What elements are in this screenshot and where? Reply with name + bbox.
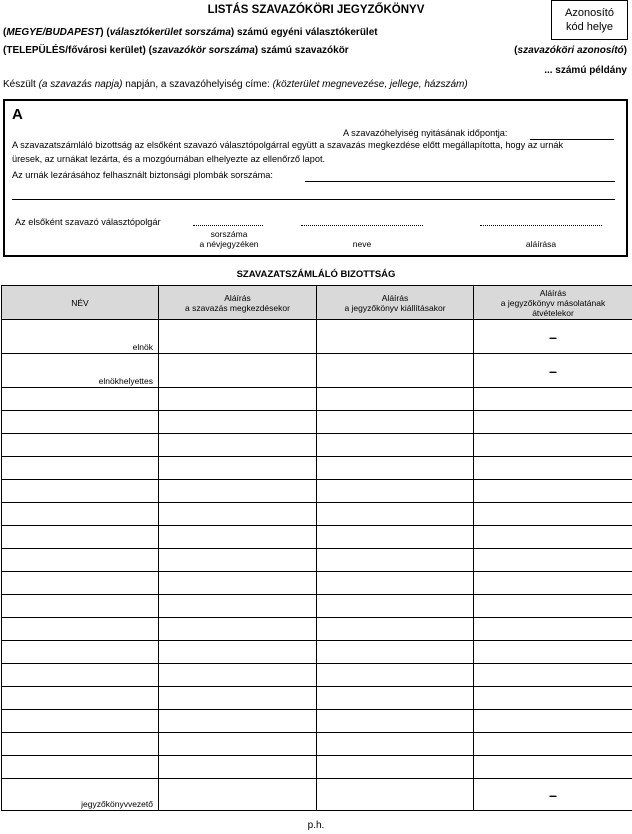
member-name-cell[interactable] [2, 733, 159, 756]
sig-issue-cell[interactable] [317, 388, 474, 411]
sig-start-cell[interactable] [159, 779, 317, 811]
table-row [2, 503, 632, 526]
sig-issue-cell[interactable] [317, 572, 474, 595]
sig-start-cell[interactable] [159, 710, 317, 733]
committee-title: SZAVAZATSZÁMLÁLÓ BIZOTTSÁG [236, 269, 396, 280]
member-name-cell[interactable] [2, 687, 159, 710]
sig-issue-cell[interactable] [317, 641, 474, 664]
sig-issue-cell[interactable] [317, 411, 474, 434]
table-row [2, 572, 632, 595]
sig-copy-cell[interactable]: – [474, 320, 632, 354]
sig-copy-cell[interactable] [474, 664, 632, 687]
sig-copy-cell[interactable]: – [474, 779, 632, 811]
committee-table [1, 285, 632, 811]
statement-line-2: üresek, az urnákat lezárta, és a mozgóurnában elhelyezte az ellenőrző lapot. [12, 154, 326, 164]
sig-start-cell[interactable] [159, 595, 317, 618]
sig-issue-cell[interactable] [317, 664, 474, 687]
sig-start-cell[interactable] [159, 480, 317, 503]
id-box-line-2: kód helye [565, 21, 614, 33]
col-signature-label: aláírása [525, 239, 557, 249]
table-row [2, 733, 632, 756]
member-name-cell[interactable] [2, 756, 159, 779]
sig-issue-cell[interactable] [317, 687, 474, 710]
member-name-cell[interactable] [2, 641, 159, 664]
member-name-cell: elnökhelyettes [2, 354, 159, 388]
statement-line-1: A szavazatszámláló bizottság az elsőként szavazó választópolgárral együtt a szavazás megkezdése előtt megállapította, hogy az urnák [12, 140, 564, 150]
sig-copy-cell[interactable] [474, 572, 632, 595]
sig-start-cell[interactable] [159, 388, 317, 411]
first-voter-number-field[interactable] [193, 225, 263, 226]
table-row [2, 595, 632, 618]
sig-start-cell[interactable] [159, 457, 317, 480]
sig-start-cell[interactable] [159, 618, 317, 641]
sig-copy-cell[interactable] [474, 549, 632, 572]
table-header-row [2, 286, 632, 320]
table-row [2, 710, 632, 733]
sig-start-cell[interactable] [159, 733, 317, 756]
sig-issue-cell[interactable] [317, 618, 474, 641]
polling-station-id: (szavazóköri azonosító) [514, 45, 627, 56]
sig-copy-cell[interactable] [474, 388, 632, 411]
sig-copy-cell[interactable] [474, 526, 632, 549]
copy-number: ... számú példány [544, 65, 627, 76]
table-row [2, 434, 632, 457]
seal-numbers-field-2[interactable] [12, 199, 615, 200]
sig-issue-cell[interactable] [317, 354, 474, 388]
table-row [2, 549, 632, 572]
sig-issue-cell[interactable] [317, 710, 474, 733]
table-row [2, 411, 632, 434]
col-number-label-1: sorszáma [210, 229, 248, 239]
table-row [2, 618, 632, 641]
sig-start-cell[interactable] [159, 526, 317, 549]
sig-issue-cell[interactable] [317, 503, 474, 526]
opening-time-label: A szavazóhelyiség nyitásának időpontja: [343, 128, 508, 138]
table-row [2, 480, 632, 503]
table-row [2, 687, 632, 710]
first-voter-name-field[interactable] [301, 225, 423, 226]
sig-issue-cell[interactable] [317, 733, 474, 756]
header-sig-copy: Aláírás a jegyzőkönyv másolatának átvételekor [474, 286, 632, 320]
table-row [2, 388, 632, 411]
sig-copy-cell[interactable] [474, 733, 632, 756]
sig-copy-cell[interactable] [474, 710, 632, 733]
settlement-line: (TELEPÜLÉS/fővárosi kerület) (szavazókör sorszáma) számú szavazókör [3, 45, 349, 56]
sig-issue-cell[interactable] [317, 457, 474, 480]
sig-start-cell[interactable] [159, 434, 317, 457]
id-box-line-1: Azonosító [565, 7, 614, 19]
member-name-cell[interactable] [2, 388, 159, 411]
table-row [2, 779, 632, 811]
first-voter-label: Az elsőként szavazó választópolgár [15, 217, 161, 227]
sig-issue-cell[interactable] [317, 756, 474, 779]
sig-start-cell[interactable] [159, 503, 317, 526]
sig-copy-cell[interactable] [474, 480, 632, 503]
col-name-label: neve [352, 239, 372, 249]
sig-issue-cell[interactable] [317, 779, 474, 811]
member-name-cell[interactable] [2, 549, 159, 572]
sig-copy-cell[interactable] [474, 411, 632, 434]
sig-copy-cell[interactable] [474, 687, 632, 710]
sig-start-cell[interactable] [159, 687, 317, 710]
member-name-cell: jegyzőkönyvvezető [2, 779, 159, 811]
seal-numbers-label: Az urnák lezárásához felhasznált biztonsági plombák sorszáma: [12, 170, 273, 180]
first-voter-signature-field[interactable] [480, 225, 602, 226]
document-title: LISTÁS SZAVAZÓKÖRI JEGYZŐKÖNYV [207, 4, 425, 16]
sig-start-cell[interactable] [159, 664, 317, 687]
col-number-label-2: a névjegyzéken [199, 239, 259, 249]
table-row [2, 756, 632, 779]
seal-numbers-field[interactable] [305, 181, 615, 182]
member-name-cell[interactable] [2, 710, 159, 733]
header-sig-start: Aláírás a szavazás megkezdésekor [159, 286, 317, 320]
sig-start-cell[interactable] [159, 641, 317, 664]
sig-start-cell[interactable] [159, 320, 317, 354]
member-name-cell[interactable] [2, 526, 159, 549]
sig-issue-cell[interactable] [317, 320, 474, 354]
sig-issue-cell[interactable] [317, 595, 474, 618]
prepared-line: Készült (a szavazás napja) napján, a szavazóhelyiség címe: (közterület megnevezése, jellege, házszám) [3, 79, 468, 90]
county-line: (MEGYE/BUDAPEST) (választókerület sorszáma) számú egyéni választókerület [3, 27, 378, 38]
table-row [2, 320, 632, 354]
sig-issue-cell[interactable] [317, 526, 474, 549]
stamp-place: p.h. [307, 820, 325, 831]
sig-copy-cell[interactable] [474, 503, 632, 526]
sig-copy-cell[interactable] [474, 618, 632, 641]
sig-start-cell[interactable] [159, 549, 317, 572]
member-name-cell[interactable] [2, 434, 159, 457]
header-name: NÉV [2, 286, 159, 320]
section-a-box [3, 99, 628, 257]
sig-issue-cell[interactable] [317, 434, 474, 457]
table-row [2, 354, 632, 388]
member-name-cell[interactable] [2, 503, 159, 526]
sig-copy-cell[interactable] [474, 434, 632, 457]
sig-start-cell[interactable] [159, 354, 317, 388]
member-name-cell[interactable] [2, 664, 159, 687]
sig-copy-cell[interactable] [474, 756, 632, 779]
table-row [2, 641, 632, 664]
id-code-box [551, 0, 628, 40]
member-name-cell: elnök [2, 320, 159, 354]
sig-start-cell[interactable] [159, 411, 317, 434]
table-row [2, 664, 632, 687]
header-sig-issue: Aláírás a jegyzőkönyv kiállításakor [317, 286, 474, 320]
sig-issue-cell[interactable] [317, 549, 474, 572]
member-name-cell[interactable] [2, 480, 159, 503]
member-name-cell[interactable] [2, 572, 159, 595]
table-row [2, 457, 632, 480]
sig-copy-cell[interactable]: – [474, 354, 632, 388]
member-name-cell[interactable] [2, 411, 159, 434]
member-name-cell[interactable] [2, 595, 159, 618]
sig-start-cell[interactable] [159, 756, 317, 779]
sig-copy-cell[interactable] [474, 457, 632, 480]
sig-start-cell[interactable] [159, 572, 317, 595]
sig-copy-cell[interactable] [474, 641, 632, 664]
member-name-cell[interactable] [2, 618, 159, 641]
sig-copy-cell[interactable] [474, 595, 632, 618]
section-letter: A [12, 106, 23, 123]
sig-issue-cell[interactable] [317, 480, 474, 503]
member-name-cell[interactable] [2, 457, 159, 480]
table-row [2, 526, 632, 549]
